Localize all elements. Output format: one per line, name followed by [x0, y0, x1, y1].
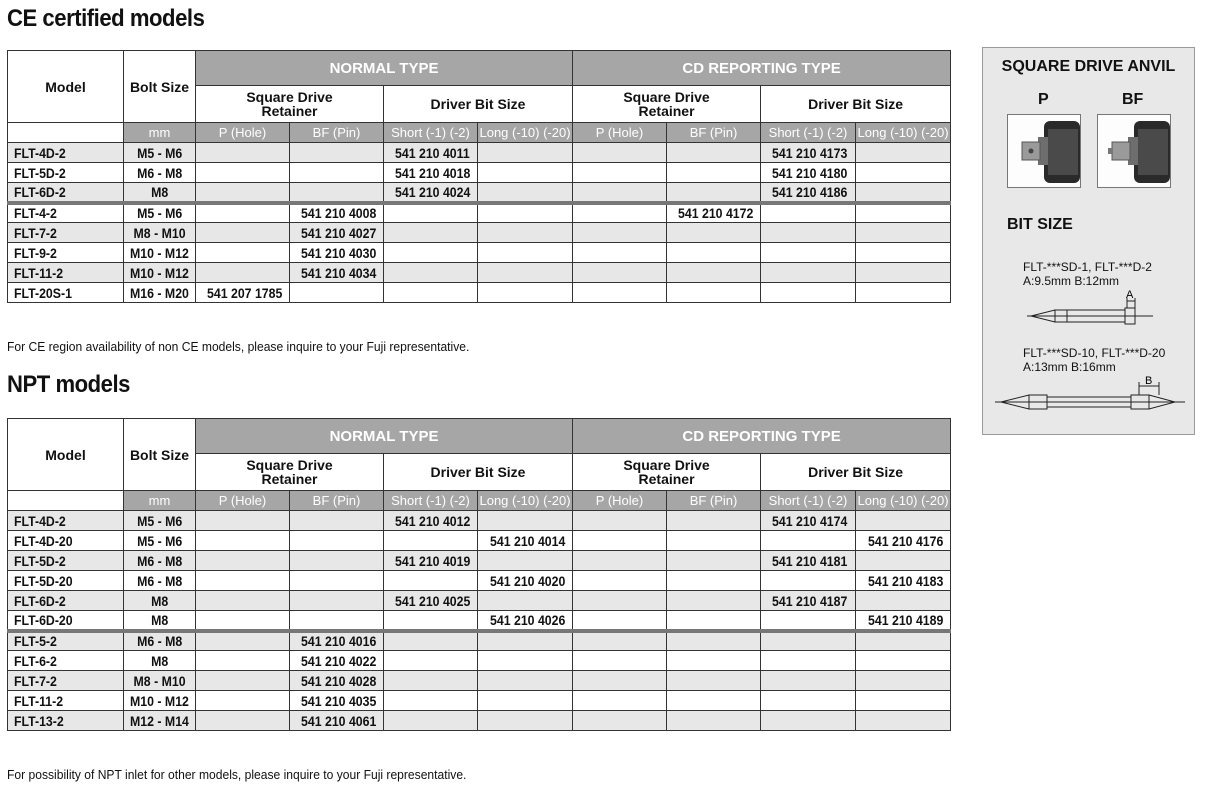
part-number-cell [290, 551, 384, 571]
table-row [8, 223, 951, 243]
header-short: Short (-1) (-2) [384, 123, 478, 143]
part-number-cell [478, 711, 573, 731]
table-row [8, 651, 951, 671]
model-cell: FLT-4D-20 [8, 531, 124, 551]
part-number-cell [856, 223, 951, 243]
model-cell: FLT-5-2 [8, 631, 124, 651]
part-number-cell [573, 203, 667, 223]
model-cell: FLT-6D-2 [8, 591, 124, 611]
part-number-cell [667, 223, 761, 243]
header-model: Model [8, 51, 124, 123]
table-row [8, 571, 951, 591]
part-number-cell [478, 183, 573, 203]
table-row [8, 671, 951, 691]
header-bf-pin: BF (Pin) [667, 123, 761, 143]
square-drive-anvil-panel [982, 47, 1195, 435]
part-number-cell [856, 243, 951, 263]
part-number-cell [667, 143, 761, 163]
bolt-size-cell: M6 - M8 [124, 571, 196, 591]
part-number-cell: 541 210 4181 [761, 551, 856, 571]
part-number-cell [384, 203, 478, 223]
header-driver-bit-size: Driver Bit Size [761, 86, 951, 123]
table-row [8, 283, 951, 303]
bolt-size-cell: M10 - M12 [124, 243, 196, 263]
header-square-drive-retainer: Square Drive Retainer [196, 454, 384, 491]
part-number-cell [478, 551, 573, 571]
part-number-cell [856, 691, 951, 711]
part-number-cell [478, 143, 573, 163]
part-number-cell [384, 571, 478, 591]
part-number-cell [667, 571, 761, 591]
bolt-size-cell: M8 [124, 651, 196, 671]
part-number-cell [667, 263, 761, 283]
model-cell: FLT-6D-20 [8, 611, 124, 631]
part-number-cell: 541 207 1785 [196, 283, 290, 303]
part-number-cell [856, 591, 951, 611]
header-mm: mm [124, 491, 196, 511]
part-number-cell [290, 531, 384, 551]
part-number-cell [667, 651, 761, 671]
part-number-cell [667, 283, 761, 303]
part-number-cell: 541 210 4018 [384, 163, 478, 183]
part-number-cell: 541 210 4187 [761, 591, 856, 611]
model-cell: FLT-4D-2 [8, 511, 124, 531]
part-number-cell [478, 631, 573, 651]
part-number-cell [573, 571, 667, 591]
header-p-hole: P (Hole) [196, 123, 290, 143]
table-row [8, 263, 951, 283]
bolt-size-cell: M10 - M12 [124, 691, 196, 711]
table-row [8, 163, 951, 183]
header-square-drive-retainer: Square Drive Retainer [573, 86, 761, 123]
part-number-cell [196, 263, 290, 283]
anvil-label-p: P [1038, 91, 1049, 108]
part-number-cell [856, 143, 951, 163]
bit1-caption: FLT-***SD-1, FLT-***D-2 A:9.5mm B:12mm [1023, 260, 1152, 288]
npt-footnote: For possibility of NPT inlet for other models, please inquire to your Fuji representative. [7, 767, 467, 782]
table-row [8, 243, 951, 263]
part-number-cell [761, 691, 856, 711]
bolt-size-cell: M8 [124, 591, 196, 611]
part-number-cell [573, 263, 667, 283]
part-number-cell [761, 611, 856, 631]
model-cell: FLT-5D-20 [8, 571, 124, 591]
bolt-size-cell: M5 - M6 [124, 531, 196, 551]
bolt-size-cell: M6 - M8 [124, 163, 196, 183]
part-number-cell [478, 223, 573, 243]
part-number-cell [856, 203, 951, 223]
header-p-hole: P (Hole) [573, 491, 667, 511]
part-number-cell [667, 631, 761, 651]
bit1-diagram [1027, 290, 1157, 330]
part-number-cell [856, 283, 951, 303]
part-number-cell [196, 691, 290, 711]
part-number-cell [667, 591, 761, 611]
part-number-cell [573, 671, 667, 691]
model-cell: FLT-4D-2 [8, 143, 124, 163]
header-square-drive-retainer: Square Drive Retainer [573, 454, 761, 491]
header-bf-pin: BF (Pin) [290, 491, 384, 511]
header-square-drive-retainer: Square Drive Retainer [196, 86, 384, 123]
header-mm: mm [124, 123, 196, 143]
part-number-cell: 541 210 4011 [384, 143, 478, 163]
header-long: Long (-10) (-20) [856, 123, 951, 143]
part-number-cell [478, 651, 573, 671]
part-number-cell [290, 183, 384, 203]
header-short: Short (-1) (-2) [761, 123, 856, 143]
part-number-cell: 541 210 4061 [290, 711, 384, 731]
npt-section-title: NPT models [7, 371, 131, 398]
header-model-blank [8, 491, 124, 511]
table-row [8, 511, 951, 531]
part-number-cell [478, 203, 573, 223]
part-number-cell [384, 531, 478, 551]
bit2-diagram [995, 376, 1187, 416]
anvil-p-image [1007, 114, 1081, 188]
model-cell: FLT-11-2 [8, 263, 124, 283]
header-short: Short (-1) (-2) [384, 491, 478, 511]
part-number-cell: 541 210 4020 [478, 571, 573, 591]
table-row [8, 631, 951, 651]
bit2-marker-label: B [1145, 376, 1153, 387]
npt-models-table [7, 418, 951, 731]
part-number-cell: 541 210 4172 [667, 203, 761, 223]
part-number-cell [761, 223, 856, 243]
table-row [8, 143, 951, 163]
part-number-cell [196, 671, 290, 691]
bolt-size-cell: M5 - M6 [124, 143, 196, 163]
part-number-cell [667, 243, 761, 263]
part-number-cell [196, 163, 290, 183]
header-cd-reporting-type: CD REPORTING TYPE [573, 51, 951, 86]
header-driver-bit-size: Driver Bit Size [761, 454, 951, 491]
part-number-cell [667, 531, 761, 551]
part-number-cell [196, 651, 290, 671]
part-number-cell [384, 283, 478, 303]
model-cell: FLT-6-2 [8, 651, 124, 671]
part-number-cell [761, 711, 856, 731]
part-number-cell [478, 511, 573, 531]
bolt-size-cell: M5 - M6 [124, 203, 196, 223]
header-model: Model [8, 419, 124, 491]
bolt-size-cell: M16 - M20 [124, 283, 196, 303]
part-number-cell [856, 183, 951, 203]
part-number-cell: 541 210 4030 [290, 243, 384, 263]
ce-models-table [7, 50, 951, 303]
bolt-size-cell: M12 - M14 [124, 711, 196, 731]
header-bolt-size: Bolt Size [124, 51, 196, 123]
header-model-blank [8, 123, 124, 143]
part-number-cell [573, 691, 667, 711]
part-number-cell [196, 711, 290, 731]
part-number-cell [196, 631, 290, 651]
model-cell: FLT-7-2 [8, 223, 124, 243]
part-number-cell [573, 531, 667, 551]
part-number-cell [196, 511, 290, 531]
panel-title: SQUARE DRIVE ANVIL [1001, 58, 1176, 75]
bolt-size-cell: M8 - M10 [124, 223, 196, 243]
model-cell: FLT-11-2 [8, 691, 124, 711]
part-number-cell [573, 243, 667, 263]
part-number-cell [478, 263, 573, 283]
part-number-cell [856, 551, 951, 571]
part-number-cell [573, 711, 667, 731]
part-number-cell: 541 210 4180 [761, 163, 856, 183]
model-cell: FLT-13-2 [8, 711, 124, 731]
part-number-cell [290, 143, 384, 163]
part-number-cell [196, 611, 290, 631]
part-number-cell [196, 143, 290, 163]
part-number-cell [856, 511, 951, 531]
header-normal-type: NORMAL TYPE [196, 419, 573, 454]
ce-footnote: For CE region availability of non CE models, please inquire to your Fuji representative. [7, 339, 470, 354]
part-number-cell: 541 210 4189 [856, 611, 951, 631]
part-number-cell: 541 210 4174 [761, 511, 856, 531]
table-row [8, 203, 951, 223]
bolt-size-cell: M6 - M8 [124, 631, 196, 651]
header-bf-pin: BF (Pin) [667, 491, 761, 511]
part-number-cell [761, 243, 856, 263]
model-cell: FLT-20S-1 [8, 283, 124, 303]
part-number-cell [573, 611, 667, 631]
part-number-cell: 541 210 4034 [290, 263, 384, 283]
header-bolt-size: Bolt Size [124, 419, 196, 491]
header-long: Long (-10) (-20) [478, 123, 573, 143]
part-number-cell: 541 210 4027 [290, 223, 384, 243]
header-p-hole: P (Hole) [196, 491, 290, 511]
part-number-cell [384, 223, 478, 243]
part-number-cell: 541 210 4186 [761, 183, 856, 203]
part-number-cell [196, 551, 290, 571]
part-number-cell [856, 651, 951, 671]
anvil-bf-image [1097, 114, 1171, 188]
header-p-hole: P (Hole) [573, 123, 667, 143]
model-cell: FLT-7-2 [8, 671, 124, 691]
part-number-cell [196, 203, 290, 223]
table-row [8, 691, 951, 711]
part-number-cell: 541 210 4024 [384, 183, 478, 203]
part-number-cell [290, 283, 384, 303]
part-number-cell [856, 631, 951, 651]
header-long: Long (-10) (-20) [856, 491, 951, 511]
part-number-cell [573, 183, 667, 203]
part-number-cell [573, 143, 667, 163]
bit2-caption: FLT-***SD-10, FLT-***D-20 A:13mm B:16mm [1023, 346, 1166, 374]
bolt-size-cell: M6 - M8 [124, 551, 196, 571]
part-number-cell [761, 651, 856, 671]
part-number-cell [573, 511, 667, 531]
part-number-cell [573, 631, 667, 651]
bolt-size-cell: M8 [124, 611, 196, 631]
part-number-cell [573, 591, 667, 611]
part-number-cell [667, 611, 761, 631]
part-number-cell [478, 243, 573, 263]
part-number-cell [667, 183, 761, 203]
part-number-cell [478, 591, 573, 611]
table-row [8, 611, 951, 631]
bit1-marker-label: A [1126, 290, 1134, 301]
header-cd-reporting-type: CD REPORTING TYPE [573, 419, 951, 454]
part-number-cell: 541 210 4022 [290, 651, 384, 671]
part-number-cell [290, 611, 384, 631]
part-number-cell [384, 651, 478, 671]
model-cell: FLT-5D-2 [8, 163, 124, 183]
part-number-cell: 541 210 4026 [478, 611, 573, 631]
part-number-cell [290, 163, 384, 183]
part-number-cell: 541 210 4014 [478, 531, 573, 551]
header-driver-bit-size: Driver Bit Size [384, 86, 573, 123]
part-number-cell: 541 210 4183 [856, 571, 951, 591]
part-number-cell [761, 571, 856, 591]
header-bf-pin: BF (Pin) [290, 123, 384, 143]
part-number-cell [478, 671, 573, 691]
part-number-cell [667, 551, 761, 571]
part-number-cell [856, 711, 951, 731]
part-number-cell: 541 210 4173 [761, 143, 856, 163]
header-short: Short (-1) (-2) [761, 491, 856, 511]
part-number-cell [384, 631, 478, 651]
part-number-cell [856, 671, 951, 691]
table-row [8, 591, 951, 611]
part-number-cell [478, 163, 573, 183]
part-number-cell [573, 163, 667, 183]
part-number-cell [856, 263, 951, 283]
part-number-cell: 541 210 4025 [384, 591, 478, 611]
bit-size-title: BIT SIZE [1007, 216, 1073, 233]
bolt-size-cell: M8 [124, 183, 196, 203]
table-row [8, 531, 951, 551]
part-number-cell [196, 223, 290, 243]
bolt-size-cell: M10 - M12 [124, 263, 196, 283]
model-cell: FLT-6D-2 [8, 183, 124, 203]
part-number-cell [667, 671, 761, 691]
part-number-cell [384, 243, 478, 263]
part-number-cell [573, 551, 667, 571]
part-number-cell [290, 591, 384, 611]
part-number-cell [573, 651, 667, 671]
part-number-cell [384, 263, 478, 283]
bolt-size-cell: M8 - M10 [124, 671, 196, 691]
part-number-cell [196, 591, 290, 611]
part-number-cell [196, 183, 290, 203]
anvil-label-bf: BF [1122, 91, 1144, 108]
part-number-cell [384, 691, 478, 711]
part-number-cell [856, 163, 951, 183]
model-cell: FLT-4-2 [8, 203, 124, 223]
ce-section-title: CE certified models [7, 5, 205, 32]
model-cell: FLT-9-2 [8, 243, 124, 263]
part-number-cell [573, 283, 667, 303]
header-driver-bit-size: Driver Bit Size [384, 454, 573, 491]
part-number-cell [384, 671, 478, 691]
part-number-cell [384, 611, 478, 631]
part-number-cell [667, 711, 761, 731]
table-row [8, 183, 951, 203]
part-number-cell [478, 283, 573, 303]
part-number-cell: 541 210 4012 [384, 511, 478, 531]
table-row [8, 551, 951, 571]
part-number-cell: 541 210 4016 [290, 631, 384, 651]
part-number-cell [761, 283, 856, 303]
model-cell: FLT-5D-2 [8, 551, 124, 571]
part-number-cell: 541 210 4008 [290, 203, 384, 223]
part-number-cell [761, 631, 856, 651]
bolt-size-cell: M5 - M6 [124, 511, 196, 531]
part-number-cell [761, 671, 856, 691]
part-number-cell: 541 210 4035 [290, 691, 384, 711]
part-number-cell [761, 531, 856, 551]
header-normal-type: NORMAL TYPE [196, 51, 573, 86]
part-number-cell [667, 691, 761, 711]
part-number-cell [196, 571, 290, 591]
part-number-cell [573, 223, 667, 243]
table-row [8, 711, 951, 731]
part-number-cell [290, 511, 384, 531]
part-number-cell [384, 711, 478, 731]
part-number-cell: 541 210 4176 [856, 531, 951, 551]
header-long: Long (-10) (-20) [478, 491, 573, 511]
part-number-cell [478, 691, 573, 711]
part-number-cell [761, 203, 856, 223]
part-number-cell: 541 210 4019 [384, 551, 478, 571]
part-number-cell [196, 531, 290, 551]
part-number-cell [667, 511, 761, 531]
part-number-cell [667, 163, 761, 183]
part-number-cell: 541 210 4028 [290, 671, 384, 691]
part-number-cell [196, 243, 290, 263]
part-number-cell [761, 263, 856, 283]
part-number-cell [290, 571, 384, 591]
